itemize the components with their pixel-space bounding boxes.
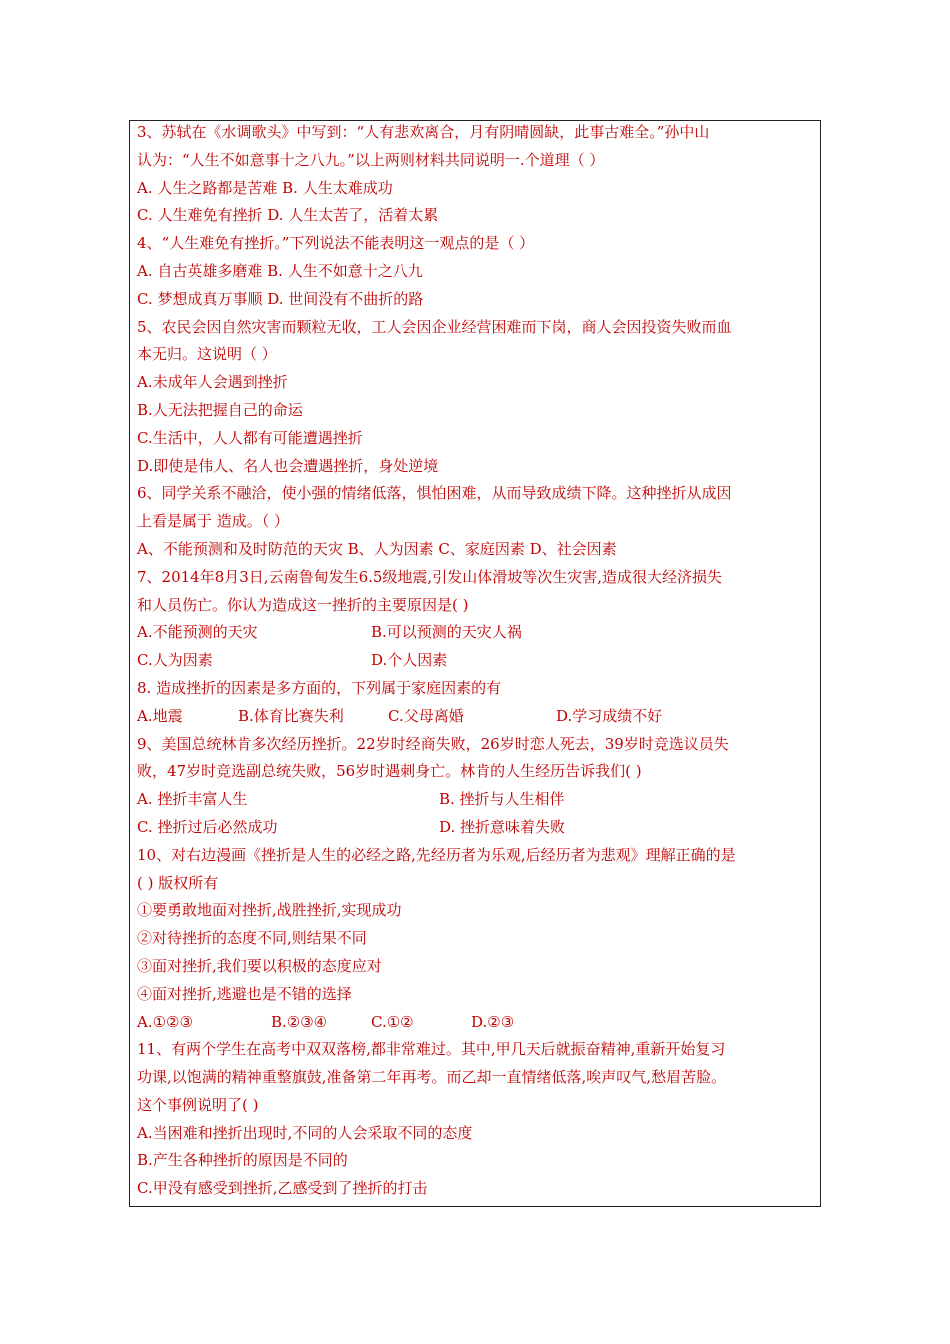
q10-option-a: A.①②③ bbox=[137, 1012, 193, 1031]
q8-options bbox=[137, 703, 817, 731]
q10-option-d: D.②③ bbox=[471, 1012, 515, 1031]
q6-stem-line2: 上看是属于 造成。（ ） bbox=[137, 512, 290, 531]
q8-option-d: D.学习成绩不好 bbox=[556, 706, 663, 725]
q7-stem-line1: 7、2014年8月3日,云南鲁甸发生6.5级地震,引发山体滑坡等次生灾害,造成很大经济损失 bbox=[137, 567, 722, 586]
q5-option-c: C.生活中，人人都有可能遭遇挫折 bbox=[137, 428, 363, 447]
q7-option-c: C.人为因素 bbox=[137, 651, 213, 670]
q3-options-ab: A. 人生之路都是苦难 B. 人生太难成功 bbox=[137, 178, 393, 197]
q7-option-d: D.个人因素 bbox=[371, 651, 448, 670]
q8-option-b: B.体育比赛失利 bbox=[238, 706, 344, 725]
q11-option-c: C.甲没有感受到挫折,乙感受到了挫折的打击 bbox=[137, 1179, 428, 1198]
q8-stem: 8. 造成挫折的因素是多方面的，下列属于家庭因素的有 bbox=[137, 678, 502, 697]
q7-option-a: A.不能预测的天灾 bbox=[137, 623, 258, 642]
q10-item-1: ①要勇敢地面对挫折,战胜挫折,实现成功 bbox=[137, 901, 402, 920]
q5-stem-line2: 本无归。这说明（ ） bbox=[137, 345, 277, 364]
q11-option-a: A.当困难和挫折出现时,不同的人会采取不同的态度 bbox=[137, 1123, 473, 1142]
q9-stem-line2: 败，47岁时竞选副总统失败，56岁时遇刺身亡。林肯的人生经历告诉我们( ) bbox=[137, 762, 642, 781]
question-sheet bbox=[137, 119, 817, 1203]
q3-stem-line2: 认为：“人生不如意事十之八九。”以上两则材料共同说明一.个道理（ ） bbox=[137, 150, 605, 169]
q9-option-d: D. 挫折意味着失败 bbox=[439, 817, 566, 836]
q9-options-ab bbox=[137, 786, 817, 814]
q11-option-b: B.产生各种挫折的原因是不同的 bbox=[137, 1151, 348, 1170]
q8-option-c: C.父母离婚 bbox=[388, 706, 464, 725]
q7-stem-line2: 和人员伤亡。你认为造成这一挫折的主要原因是( ) bbox=[137, 595, 469, 614]
q4-stem: 4、“人生难免有挫折。”下列说法不能表明这一观点的是（ ） bbox=[137, 234, 535, 253]
q4-options-ab: A. 自古英雄多磨难 B. 人生不如意十之八九 bbox=[137, 261, 423, 280]
q10-stem-line2: ( ) 版权所有 bbox=[137, 873, 219, 892]
q10-options bbox=[137, 1009, 817, 1037]
q11-stem-line2: 功课,以饱满的精神重整旗鼓,准备第二年再考。而乙却一直情绪低落,唉声叹气,愁眉苦脸。 bbox=[137, 1068, 727, 1087]
q8-option-a: A.地震 bbox=[137, 706, 183, 725]
q6-stem-line1: 6、同学关系不融洽，使小强的情绪低落，惧怕困难，从而导致成绩下降。这种挫折从成因 bbox=[137, 484, 732, 503]
q10-item-3: ③面对挫折,我们要以积极的态度应对 bbox=[137, 956, 382, 975]
q5-option-b: B.人无法把握自己的命运 bbox=[137, 400, 303, 419]
q3-options-cd: C. 人生难免有挫折 D. 人生太苦了，活着太累 bbox=[137, 206, 439, 225]
q10-stem-line1: 10、对右边漫画《挫折是人生的必经之路,先经历者为乐观,后经历者为悲观》理解正确的是 bbox=[137, 845, 736, 864]
q10-item-4: ④面对挫折,逃避也是不错的选择 bbox=[137, 984, 352, 1003]
q10-item-2: ②对待挫折的态度不同,则结果不同 bbox=[137, 929, 367, 948]
q7-options-cd bbox=[137, 647, 817, 675]
q11-stem-line1: 11、有两个学生在高考中双双落榜,都非常难过。其中,甲几天后就振奋精神,重新开始复习 bbox=[137, 1040, 726, 1059]
q5-option-a: A.未成年人会遇到挫折 bbox=[137, 373, 288, 392]
q9-option-c: C. 挫折过后必然成功 bbox=[137, 817, 278, 836]
q6-options: A、不能预测和及时防范的天灾 B、人为因素 C、家庭因素 D、社会因素 bbox=[137, 539, 617, 558]
q9-option-b: B. 挫折与人生相伴 bbox=[439, 790, 565, 809]
q5-stem-line1: 5、农民会因自然灾害而颗粒无收，工人会因企业经营困难而下岗，商人会因投资失败而血 bbox=[137, 317, 732, 336]
q7-option-b: B.可以预测的天灾人祸 bbox=[371, 623, 522, 642]
q9-stem-line1: 9、美国总统林肯多次经历挫折。22岁时经商失败，26岁时恋人死去，39岁时竞选议员失 bbox=[137, 734, 729, 753]
q9-options-cd bbox=[137, 814, 817, 842]
q9-option-a: A. 挫折丰富人生 bbox=[137, 790, 248, 809]
q3-stem-line1: 3、苏轼在《水调歌头》中写到：“人有悲欢离合，月有阴晴圆缺，此事古难全。”孙中山 bbox=[137, 123, 710, 141]
q10-option-b: B.②③④ bbox=[271, 1012, 328, 1031]
q5-option-d: D.即使是伟人、名人也会遭遇挫折，身处逆境 bbox=[137, 456, 439, 475]
q4-options-cd: C. 梦想成真万事顺 D. 世间没有不曲折的路 bbox=[137, 289, 424, 308]
q7-options-ab bbox=[137, 619, 817, 647]
q11-stem-line3: 这个事例说明了( ) bbox=[137, 1095, 259, 1114]
q10-option-c: C.①② bbox=[371, 1012, 414, 1031]
